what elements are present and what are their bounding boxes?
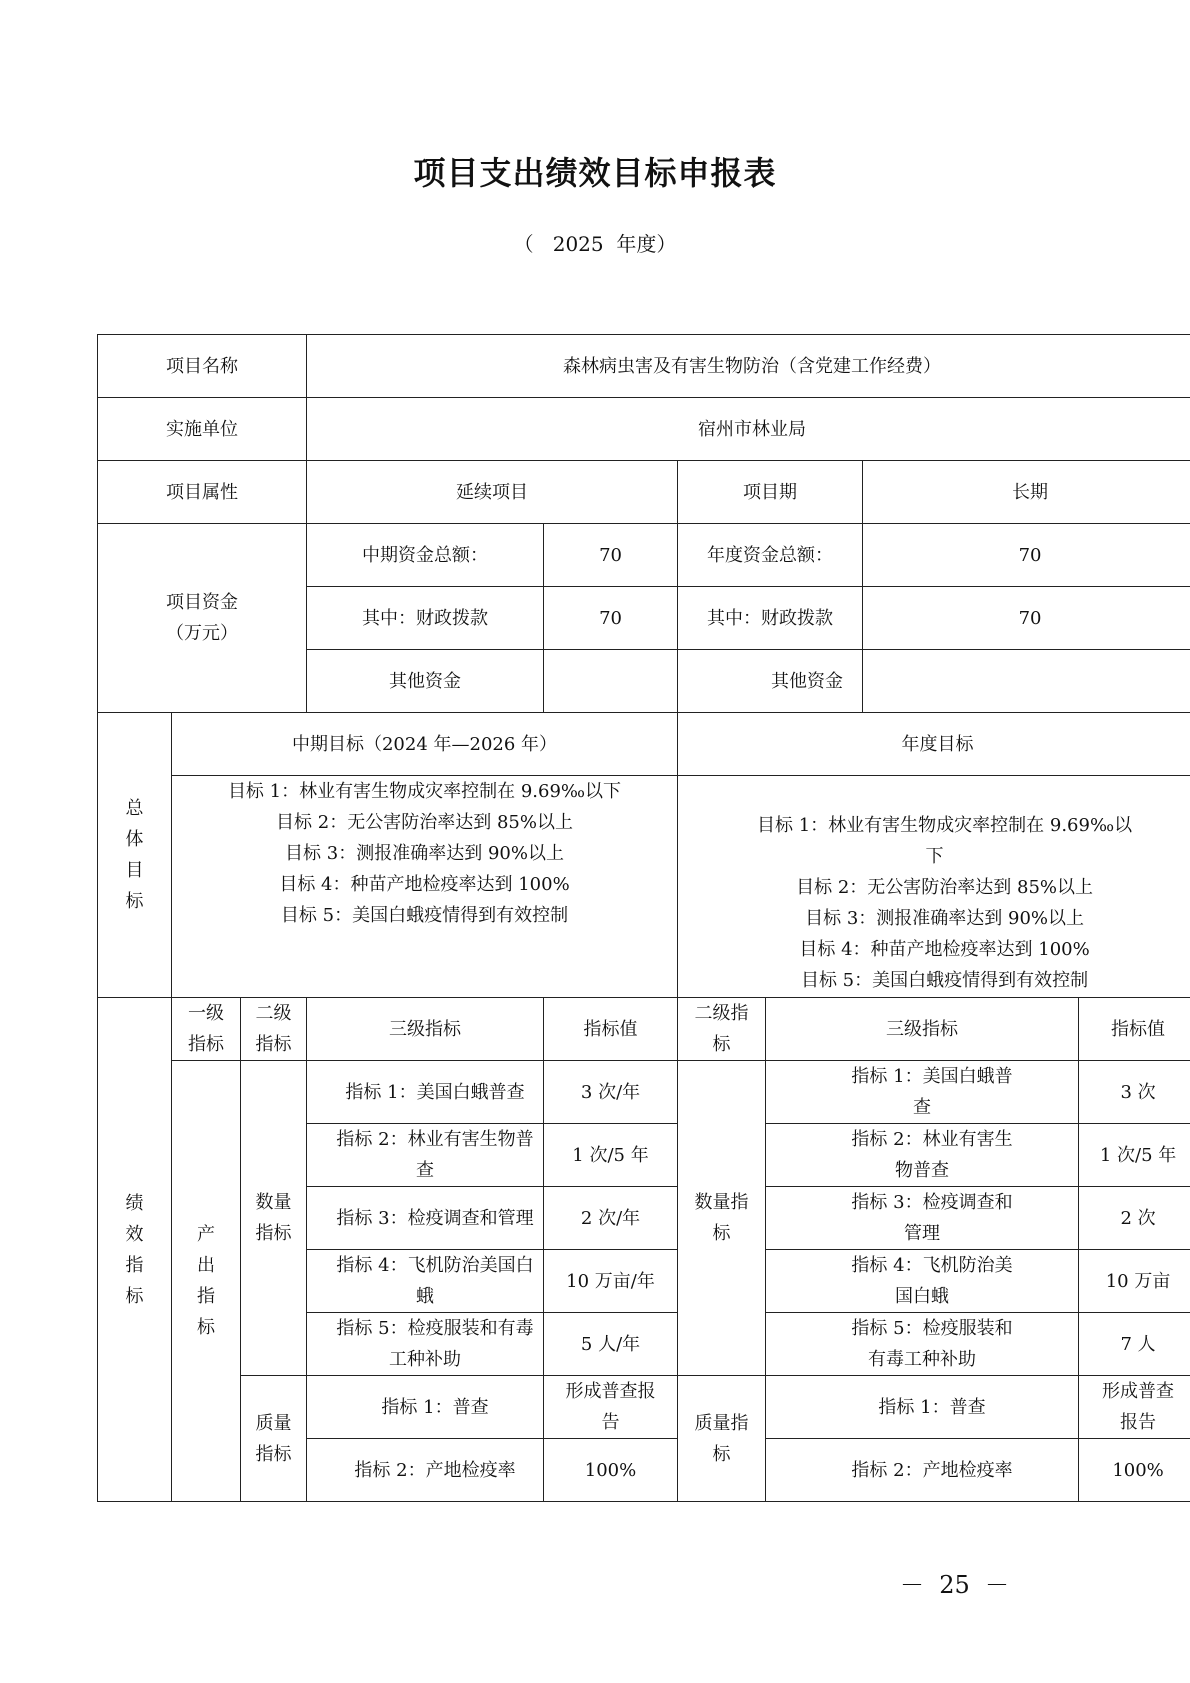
right-indicator: 指标 3：检疫调查和 管理 (766, 1187, 1079, 1250)
page-number: － 25 － (900, 1571, 1010, 1599)
right-indicator-value: 7 人 (1079, 1313, 1190, 1376)
left-indicator: 指标 1：普查 (307, 1376, 544, 1439)
unit-value: 宿州市林业局 (307, 398, 1190, 461)
row-goals (98, 776, 1190, 998)
mid-goals-list (172, 776, 678, 998)
annual-goal-item: 目标 4：种苗产地检疫率达到 100% (799, 939, 1090, 960)
annual-fiscal-label: 其中：财政拨款 (678, 587, 863, 650)
annual-goals-list (678, 776, 1190, 998)
right-indicator-value: 2 次 (1079, 1187, 1190, 1250)
value-header: 指标值 (544, 998, 678, 1061)
document-title: 项目支出绩效目标申报表 (413, 154, 777, 192)
annual-goal-item: 目标 3：测报准确率达到 90%以上 (805, 908, 1084, 929)
row-fund-total (98, 524, 1190, 587)
table-row (98, 1061, 1190, 1124)
level3-header: 三级指标 (307, 998, 544, 1061)
fund-label (98, 524, 307, 713)
quantity-indicator-label: 数量 指标 (241, 1061, 307, 1376)
left-indicator: 指标 2：林业有害生物普 查 (307, 1124, 544, 1187)
left-indicator-value: 形成普查报 告 (544, 1376, 678, 1439)
annual-other-value (863, 650, 1190, 713)
mid-goal-item: 目标 5：美国白蛾疫情得到有效控制 (280, 905, 569, 926)
left-indicator: 指标 2：产地检疫率 (307, 1439, 544, 1502)
right-indicator: 指标 1：美国白蛾普 查 (766, 1061, 1079, 1124)
mid-fiscal-label: 其中：财政拨款 (307, 587, 544, 650)
fund-label-line1: 项目资金 (166, 592, 238, 613)
r-level2-header: 二级指 标 (678, 998, 766, 1061)
annual-total-label: 年度资金总额： (678, 524, 863, 587)
mid-goal-item: 目标 4：种苗产地检疫率达到 100% (279, 874, 570, 895)
right-indicator: 指标 2：林业有害生 物普查 (766, 1124, 1079, 1187)
fund-label-line2: （万元） (166, 623, 238, 644)
r-quality-indicator-label: 质量指 标 (678, 1376, 766, 1502)
mid-goal-item: 目标 3：测报准确率达到 90%以上 (285, 843, 564, 864)
r-value-header: 指标值 (1079, 998, 1190, 1061)
left-indicator: 指标 3：检疫调查和管理 (307, 1187, 544, 1250)
row-attribute (98, 461, 1190, 524)
annual-goal-item: 目标 1：林业有害生物成灾率控制在 9.69‰以 (756, 815, 1133, 836)
right-indicator-value: 100% (1079, 1439, 1190, 1502)
left-indicator: 指标 4：飞机防治美国白 蛾 (307, 1250, 544, 1313)
right-indicator: 指标 4：飞机防治美 国白蛾 (766, 1250, 1079, 1313)
level1-header: 一级 指标 (172, 998, 241, 1061)
row-indicator-headers (98, 998, 1190, 1061)
right-indicator: 指标 2：产地检疫率 (766, 1439, 1079, 1502)
right-indicator-value: 10 万亩 (1079, 1250, 1190, 1313)
annual-goal-item: 目标 2：无公害防治率达到 85%以上 (796, 877, 1093, 898)
annual-fiscal-value: 70 (863, 587, 1190, 650)
mid-goal-header: 中期目标（2024 年—2026 年） (172, 713, 678, 776)
mid-other-value (544, 650, 678, 713)
right-indicator-value: 3 次 (1079, 1061, 1190, 1124)
row-unit (98, 398, 1190, 461)
mid-fiscal-value: 70 (544, 587, 678, 650)
left-indicator: 指标 1：美国白蛾普查 (307, 1061, 544, 1124)
performance-target-form (97, 334, 1190, 1502)
table-row (98, 1376, 1190, 1439)
left-indicator-value: 2 次/年 (544, 1187, 678, 1250)
left-indicator-value: 100% (544, 1439, 678, 1502)
row-goal-headers (98, 713, 1190, 776)
annual-goal-header: 年度目标 (678, 713, 1190, 776)
performance-indicator-label: 绩 效 指 标 (98, 998, 172, 1502)
project-name-label: 项目名称 (98, 335, 307, 398)
right-indicator-value: 1 次/5 年 (1079, 1124, 1190, 1187)
period-label: 项目期 (678, 461, 863, 524)
project-name-value: 森林病虫害及有害生物防治（含党建工作经费） (307, 335, 1190, 398)
row-project-name (98, 335, 1190, 398)
left-indicator-value: 5 人/年 (544, 1313, 678, 1376)
output-indicator-label: 产 出 指 标 (172, 1061, 241, 1502)
left-indicator: 指标 5：检疫服装和有毒 工种补助 (307, 1313, 544, 1376)
annual-other-label: 其他资金 (678, 650, 863, 713)
year-line: （ 2025 年度） (513, 232, 677, 256)
mid-goal-item: 目标 2：无公害防治率达到 85%以上 (276, 812, 573, 833)
left-indicator-value: 1 次/5 年 (544, 1124, 678, 1187)
period-value: 长期 (863, 461, 1190, 524)
r-level3-header: 三级指标 (766, 998, 1079, 1061)
annual-total-value: 70 (863, 524, 1190, 587)
attribute-label: 项目属性 (98, 461, 307, 524)
overall-goal-label: 总 体 目 标 (98, 713, 172, 998)
left-indicator-value: 3 次/年 (544, 1061, 678, 1124)
right-indicator: 指标 1：普查 (766, 1376, 1079, 1439)
quality-indicator-label: 质量 指标 (241, 1376, 307, 1502)
r-quantity-indicator-label: 数量指 标 (678, 1061, 766, 1376)
mid-goal-item: 目标 1：林业有害生物成灾率控制在 9.69‰以下 (227, 781, 622, 802)
mid-total-label: 中期资金总额： (307, 524, 544, 587)
level2-header: 二级 指标 (241, 998, 307, 1061)
annual-goal-item: 目标 5：美国白蛾疫情得到有效控制 (800, 970, 1089, 991)
attribute-value: 延续项目 (307, 461, 678, 524)
right-indicator: 指标 5：检疫服装和 有毒工种补助 (766, 1313, 1079, 1376)
mid-total-value: 70 (544, 524, 678, 587)
annual-goal-item: 下 (925, 846, 944, 867)
unit-label: 实施单位 (98, 398, 307, 461)
left-indicator-value: 10 万亩/年 (544, 1250, 678, 1313)
mid-other-label: 其他资金 (307, 650, 544, 713)
right-indicator-value: 形成普查 报告 (1079, 1376, 1190, 1439)
